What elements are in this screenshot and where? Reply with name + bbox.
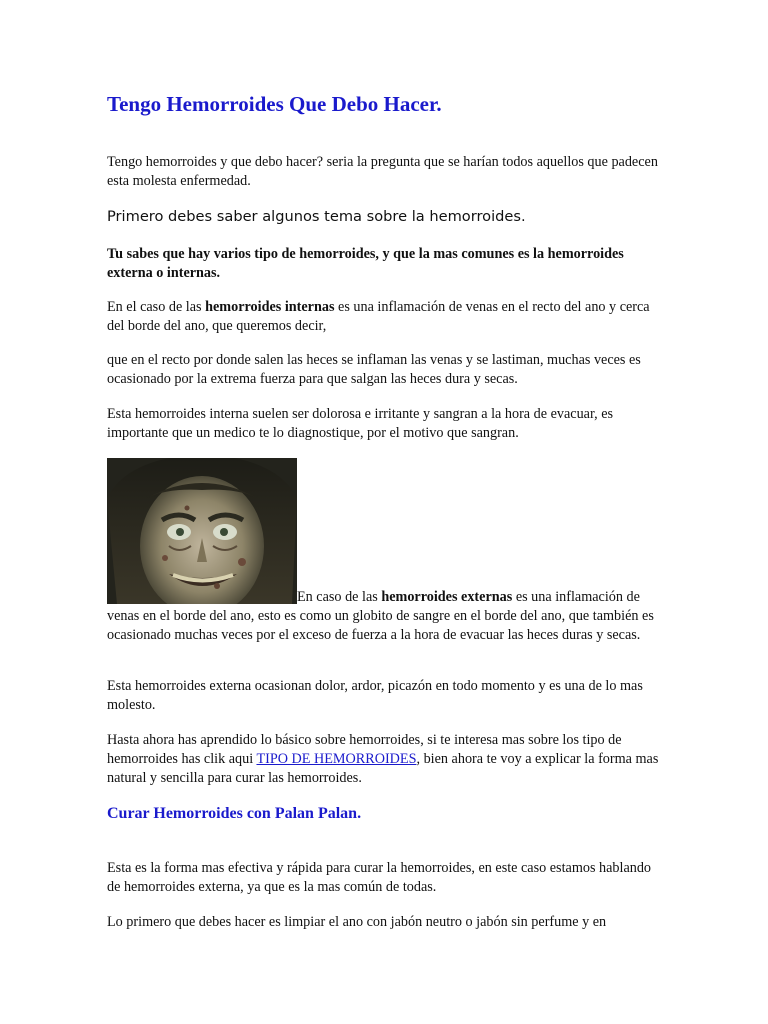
externas-bold-term: hemorroides externas	[381, 589, 513, 605]
intro-paragraph: Tengo hemorroides y que debo hacer? seria la pregunta que se harían todos aquellos que padecen esta molesta enfermedad.	[107, 154, 658, 189]
types-paragraph: Tu sabes que hay varios tipo de hemorroides, y que la mas comunes es la hemorroides externa o internas.	[107, 246, 624, 281]
dolorosa-paragraph: Esta hemorroides interna suelen ser dolorosa e irritante y sangran a la hora de evacuar, es importante que un medico te lo diagnostique, por el motivo que sangran.	[107, 406, 614, 441]
section-heading-palan: Curar Hemorroides con Palan Palan.	[107, 805, 362, 822]
recto-paragraph: que en el recto por donde salen las heces se inflaman las venas y se lastiman, muchas veces es ocasionado por la extrema fuerza para que salgan las heces dura y secas.	[107, 352, 641, 387]
externas-text-post: es una inflamación de venas en el borde del ano, esto es como un globito de sangre en el borde del ano, que también es ocasionado muchas veces por el exceso de fuerza a la hora de evacuar las heces duras y secas.	[107, 589, 654, 643]
internas-text-pre: En el caso de las	[107, 299, 206, 315]
face-photo-image	[107, 458, 297, 604]
internas-bold-term: hemorroides internas	[205, 299, 335, 315]
internas-text-post: es una inflamación de venas en el recto del ano y cerca del borde del ano, que queremos decir,	[107, 299, 650, 334]
tipo-de-hemorroides-link[interactable]: TIPO DE HEMORROIDES	[256, 751, 417, 767]
externas-paragraph	[107, 588, 667, 645]
link-paragraph-pre: Hasta ahora has aprendido lo básico sobre hemorroides, si te interesa mas sobre los tipo de hemorroides has clik aqui	[107, 732, 622, 767]
efectiva-paragraph: Esta es la forma mas efectiva y rápida para curar la hemorroides, en este caso estamos hablando de hemorroides externa, ya que es la mas común de todas.	[107, 860, 652, 895]
link-paragraph-post: , bien ahora te voy a explicar la forma mas natural y sencilla para curar las hemorroides.	[107, 751, 659, 786]
externa-symptoms-paragraph: Esta hemorroides externa ocasionan dolor, ardor, picazón en todo momento y es una de lo mas molesto.	[107, 678, 643, 713]
page-title: Tengo Hemorroides Que Debo Hacer.	[107, 92, 442, 116]
link-paragraph	[107, 731, 667, 788]
face-photo	[107, 458, 297, 604]
section-heading: Primero debes saber algunos tema sobre la hemorroides.	[107, 208, 526, 225]
externas-text-pre: En caso de las	[297, 589, 382, 605]
primero-paragraph: Lo primero que debes hacer es limpiar el ano con jabón neutro o jabón sin perfume y en	[107, 914, 607, 930]
internas-paragraph	[107, 298, 667, 336]
